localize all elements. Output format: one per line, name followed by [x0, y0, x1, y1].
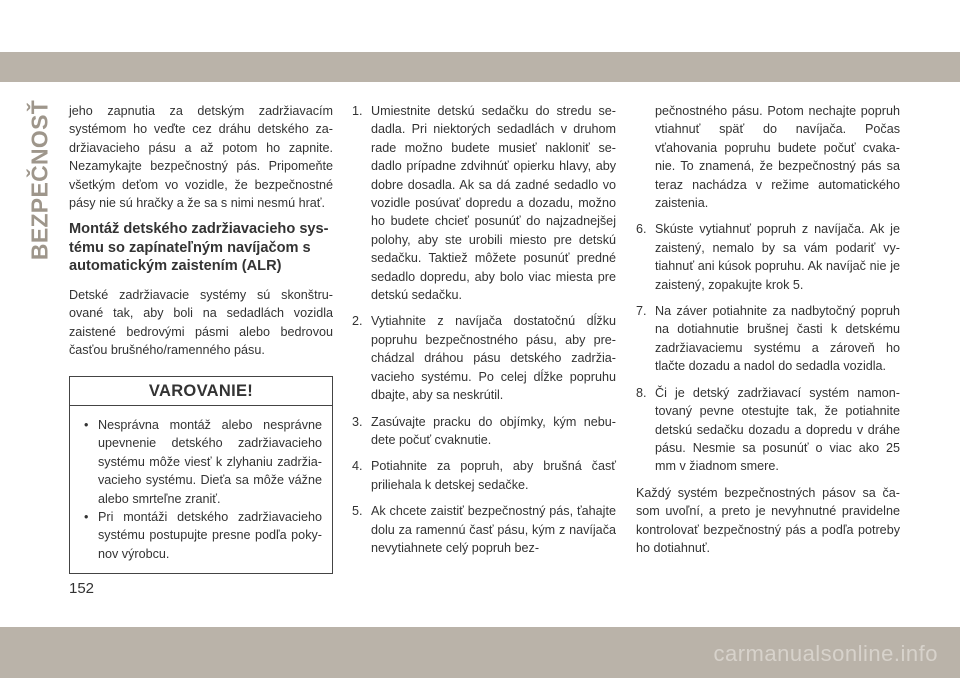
step-number: 5.	[352, 504, 363, 519]
step-text: Potiahnite za popruh, aby brušná časť priliehala k detskej sedačke.	[371, 459, 616, 492]
step-number: 8.	[636, 385, 647, 400]
warning-box	[69, 376, 333, 575]
column-right	[636, 102, 900, 565]
section-paragraph: Detské zadržiavacie systémy sú skonštruované tak, aby boli na sedadlách vozidla zaistené bedrovými pásmi alebo bedrovou časťou brušného/ramenného pásu.	[69, 287, 333, 358]
step-continuation: pečnostného pásu. Potom nechajte popruh vtiahnuť späť do navíjača. Počas vťahovania popruhu budete počuť cvakanie. To znamená, že bezpečnostný pás sa teraz nachádza v režime automatického zaistenia.	[655, 104, 900, 211]
step-number: 4.	[352, 459, 363, 474]
header-band	[0, 0, 960, 82]
step-text: Umiestnite detskú sedačku do stredu sedadla. Pri niektorých sedadlách v druhom rade možno budete musieť nakloniť sedadlo prípadne zdvihnúť opierku hlavy, aby dobre dosadla. Ak sa dá zadné sedadlo vo vozidle posúvať dopredu a dozadu, možno ho budete chcieť posunúť do najzadnejšej polohy, aby ste urobili miesto pre detskú sedačku. Taktiež môžete posunúť predné sedadlo dopredu, aby bolo viac miesta pre detskú sedačku.	[371, 104, 616, 303]
step-text: Skúste vytiahnuť popruh z navíjača. Ak je zaistený, nemalo by sa vám podariť vytiahnuť ani kúsok popruhu. Ak navíjač nie je zaistený, zopakujte krok 5.	[655, 222, 900, 292]
header-bar	[0, 52, 960, 82]
step-item	[352, 102, 616, 304]
step-text: Na záver potiahnite za nadbytočný popruh na dotiahnutie brušnej časti k detskému zadržiavaciemu systému a zároveň ho tlačte dozadu a nadol do sedadla vozidla.	[655, 304, 900, 374]
step-item	[352, 312, 616, 404]
section-side-tab	[26, 96, 54, 264]
step-number: 7.	[636, 304, 647, 319]
intro-paragraph: jeho zapnutia za detským zadržiavacím systémom ho veďte cez dráhu detského zadržiavacieho pásu a až potom ho zapnite. Nezamykajte bezpečnostný pás. Pripomeňte všetkým deťom vo vozidle, že bezpečnostné pásy nie sú hračky a že sa s nimi nesmú hrať.	[69, 104, 333, 211]
column-middle	[352, 102, 616, 565]
step-item	[636, 302, 900, 376]
step-text: Ak chcete zaistiť bezpečnostný pás, ťahajte dolu za ramennú časť pásu, kým z navíjača nevytiahnete celý popruh bez-	[371, 504, 616, 555]
step-number: 6.	[636, 222, 647, 237]
step-number: 2.	[352, 314, 363, 329]
warning-item: • Pri montáži detského zadržiavacieho systému postupujte presne podľa pokynov výrobcu.	[82, 508, 322, 563]
step-item	[352, 457, 616, 494]
page-number: 152	[69, 580, 95, 597]
step-text: Či je detský zadržiavací systém namontovaný pevne otestujte tak, že potiahnite detskú sedačku dozadu a dopredu v dráhe pásu. Nesmie sa posunúť o viac ako 25 mm v žiadnom smere.	[655, 385, 900, 474]
step-number: 3.	[352, 414, 363, 429]
step-item	[636, 220, 900, 294]
steps-list-2	[636, 220, 900, 475]
section-side-label: BEZPEČNOSŤ	[26, 99, 53, 261]
step-item	[352, 502, 616, 557]
step-item	[352, 413, 616, 450]
step-text: Zasúvajte pracku do objímky, kým nebudete počuť cvaknutie.	[371, 414, 616, 447]
column-left	[69, 102, 333, 574]
warning-title: VAROVANIE!	[70, 377, 332, 406]
warning-item: • Nesprávna montáž alebo nesprávne upevnenie detského zadržiavacieho systému môže viesť k zlyhaniu zadržiavacieho systému. Dieťa sa môže vážne alebo smrteľne zraniť.	[82, 416, 322, 508]
watermark-text: carmanualsonline.info	[713, 641, 938, 666]
closing-paragraph: Každý systém bezpečnostných pásov sa časom uvoľní, a preto je nevyhnutné pravidelne kontrolovať bezpečnostný pás a podľa potreby ho dotiahnuť.	[636, 485, 900, 555]
step-text: Vytiahnite z navíjača dostatočnú dĺžku popruhu bezpečnostného pásu, aby prechádzal dráhou pásu detského zadržiavacieho systému. Po celej dĺžke popruhu dbajte, aby sa neskrútil.	[371, 314, 616, 403]
steps-list-1	[352, 102, 616, 557]
step-item	[636, 384, 900, 476]
step-number: 1.	[352, 104, 363, 118]
section-heading: Montáž detského zadržiavacieho systému so zapínateľným navíjačom s automatickým zaistením (ALR)	[69, 221, 329, 275]
warning-list	[70, 406, 332, 573]
